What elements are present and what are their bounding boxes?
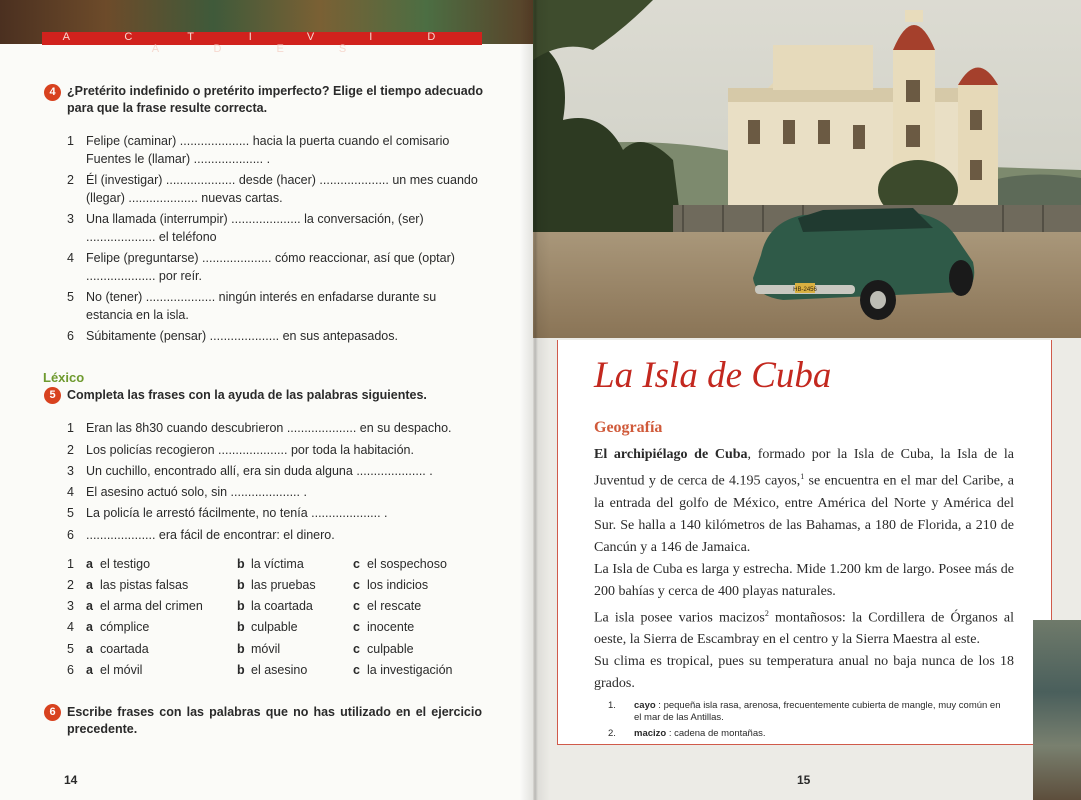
option-a: coartada <box>100 642 149 656</box>
option-b: culpable <box>251 620 298 634</box>
footnote-1-number: 1. <box>608 700 616 711</box>
paragraph-4: Su clima es tropical, pues su temperatura anual no baja nunca de los 18 grados. <box>594 654 1014 692</box>
p1-text-b: se encuentra en el mar del Caribe, a la entrada del golfo de México, entre América del Norte y América del Sur. Se halla a 140 kilómetros de las Bahamas, a 180 de Florida, a 210 de Cancún y a 146 de Jamaica. <box>594 473 1014 555</box>
option-c: el sospechoso <box>367 557 447 571</box>
item-text: Él (investigar) .................... desde (hacer) .................... un mes cuando (llegar) .................... nuevas cartas. <box>86 173 478 205</box>
option-cell: a el móvil <box>86 663 143 677</box>
item-text: Un cuchillo, encontrado allí, era sin duda alguna .................... . <box>86 464 433 478</box>
paragraph-2: La Isla de Cuba es larga y estrecha. Mide 1.200 km de largo. Posee más de 200 bahías y cerca de 400 playas naturales. <box>594 561 1014 599</box>
lexico-heading: Léxico <box>43 370 85 385</box>
option-c: los indicios <box>367 578 429 592</box>
footnote-2-text <box>634 728 1008 740</box>
license-plate: HB-2456 <box>793 287 817 293</box>
option-b: el asesino <box>251 663 308 677</box>
option-cell: b la víctima <box>237 557 304 571</box>
cuba-church-photo <box>533 0 1081 338</box>
option-a: el móvil <box>100 663 143 677</box>
option-cell <box>67 662 74 679</box>
exercise-4-question: ¿Pretérito indefinido o pretérito imperfecto? Elige el tiempo adecuado para que la frase resulte correcta. <box>67 84 484 115</box>
section-header-title: A C T I V I D A D E S <box>62 31 462 55</box>
item-number: 2 <box>67 173 74 187</box>
option-cell: b móvil <box>237 642 281 656</box>
exercise-5-question: Completa las frases con la ayuda de las palabras siguientes. <box>67 388 427 402</box>
item-number: 4 <box>67 251 74 265</box>
article-title: La Isla de Cuba <box>594 355 832 396</box>
church-vintage-car-illustration <box>533 0 1081 338</box>
option-cell <box>67 619 74 636</box>
option-row-number: 3 <box>67 599 74 613</box>
footnote-2 <box>608 728 1008 742</box>
item-number: 4 <box>67 485 74 499</box>
item-text: Los policías recogieron .................... por toda la habitación. <box>86 443 414 457</box>
item-text: El asesino actuó solo, sin .................... . <box>86 485 307 499</box>
option-c: la investigación <box>367 663 453 677</box>
paragraph-3 <box>594 603 1014 652</box>
footnote-2-term: macizo <box>634 728 667 739</box>
option-cell: a el arma del crimen <box>86 599 203 613</box>
paragraph-1 <box>594 444 1014 559</box>
left-page <box>0 0 533 800</box>
option-cell: c el sospechoso <box>353 557 447 571</box>
option-cell: a cómplice <box>86 620 150 634</box>
option-a: las pistas falsas <box>100 578 189 592</box>
option-cell: c el rescate <box>353 599 422 613</box>
item-number: 5 <box>67 290 74 304</box>
option-a: el arma del crimen <box>100 599 203 613</box>
option-cell: a las pistas falsas <box>86 578 189 592</box>
exercise-4-badge: 4 <box>44 84 61 101</box>
item-number: 2 <box>67 443 74 457</box>
option-cell: c culpable <box>353 642 414 656</box>
item-text: Felipe (caminar) .................... hacia la puerta cuando el comisario Fuentes le (llamar) .................... . <box>86 134 450 166</box>
exercise-6-badge: 6 <box>44 704 61 721</box>
page-number-right: 15 <box>797 773 811 787</box>
option-cell <box>67 598 74 615</box>
option-c: culpable <box>367 642 414 656</box>
option-a: cómplice <box>100 620 150 634</box>
footnote-1-term: cayo <box>634 700 656 711</box>
item-text: Súbitamente (pensar) .................... en sus antepasados. <box>86 329 398 343</box>
page-number-left: 14 <box>64 773 78 787</box>
option-cell <box>67 577 74 594</box>
footnote-1 <box>608 700 1008 726</box>
footnote-2-number: 2. <box>608 728 616 739</box>
option-cell: c los indicios <box>353 578 429 592</box>
item-text: Una llamada (interrumpir) .................... la conversación, (ser) .................... el teléfono <box>86 212 424 244</box>
item-number: 3 <box>67 464 74 478</box>
p1-text-a: , formado por la Isla de Cuba, la Isla de la Juventud y de cerca de 4.195 cayos, <box>594 447 1015 489</box>
footnote-ref-1: 1 <box>800 472 805 481</box>
item-number: 6 <box>67 528 74 542</box>
p3-text-b: montañosos: la Cordillera de Órganos al oeste, la Sierra de Escambray en el centro y la Sierra Maestra al este. <box>594 610 1014 648</box>
footnote-1-text <box>634 700 1008 724</box>
option-b: móvil <box>251 642 281 656</box>
option-cell: a el testigo <box>86 557 151 571</box>
right-page <box>533 0 1081 800</box>
option-cell <box>67 556 74 573</box>
decorative-image-strip <box>1033 620 1081 800</box>
item-text: .................... era fácil de encontrar: el dinero. <box>86 528 335 542</box>
option-b: la víctima <box>251 557 304 571</box>
item-text: Eran las 8h30 cuando descubrieron .................... en su despacho. <box>86 421 452 435</box>
option-cell: b las pruebas <box>237 578 316 592</box>
cuba-info-card <box>557 340 1052 745</box>
item-number: 1 <box>67 134 74 148</box>
option-row-number: 5 <box>67 642 74 656</box>
option-cell: b culpable <box>237 620 298 634</box>
option-cell: a coartada <box>86 642 149 656</box>
item-number: 3 <box>67 212 74 226</box>
item-text: La policía le arrestó fácilmente, no tenía .................... . <box>86 506 388 520</box>
option-cell: c inocente <box>353 620 415 634</box>
exercise-5-badge: 5 <box>44 387 61 404</box>
option-cell <box>67 641 74 658</box>
p3-text-a: La isla posee varios macizos <box>594 610 765 626</box>
item-number: 6 <box>67 329 74 343</box>
option-b: la coartada <box>251 599 313 613</box>
option-cell: b la coartada <box>237 599 313 613</box>
item-text: Felipe (preguntarse) .................... cómo reaccionar, así que (optar) .................... por reír. <box>86 251 455 283</box>
section-heading-geografia: Geografía <box>594 419 663 436</box>
option-c: inocente <box>367 620 415 634</box>
item-text: No (tener) .................... ningún interés en enfadarse durante su estancia en la isla. <box>86 290 437 322</box>
article-body <box>594 444 1014 695</box>
option-b: las pruebas <box>251 578 316 592</box>
option-row-number: 1 <box>67 557 74 571</box>
footnote-1-def: : pequeña isla rasa, arenosa, frecuentemente cubierta de mangle, muy común en el mar de las Antillas. <box>634 700 1001 723</box>
footnote-ref-2: 2 <box>764 608 769 618</box>
exercise-6-question: Escribe frases con las palabras que no has utilizado en el ejercicio precedente. <box>67 705 482 736</box>
option-cell: b el asesino <box>237 663 308 677</box>
item-number: 5 <box>67 506 74 520</box>
option-row-number: 6 <box>67 663 74 677</box>
option-cell: c la investigación <box>353 663 453 677</box>
option-row-number: 4 <box>67 620 74 634</box>
option-c: el rescate <box>367 599 422 613</box>
item-number: 1 <box>67 421 74 435</box>
option-a: el testigo <box>100 557 151 571</box>
archipelago-term: El archipiélago de Cuba <box>594 447 748 462</box>
option-row-number: 2 <box>67 578 74 592</box>
footnote-2-def: : cadena de montañas. <box>666 728 766 739</box>
